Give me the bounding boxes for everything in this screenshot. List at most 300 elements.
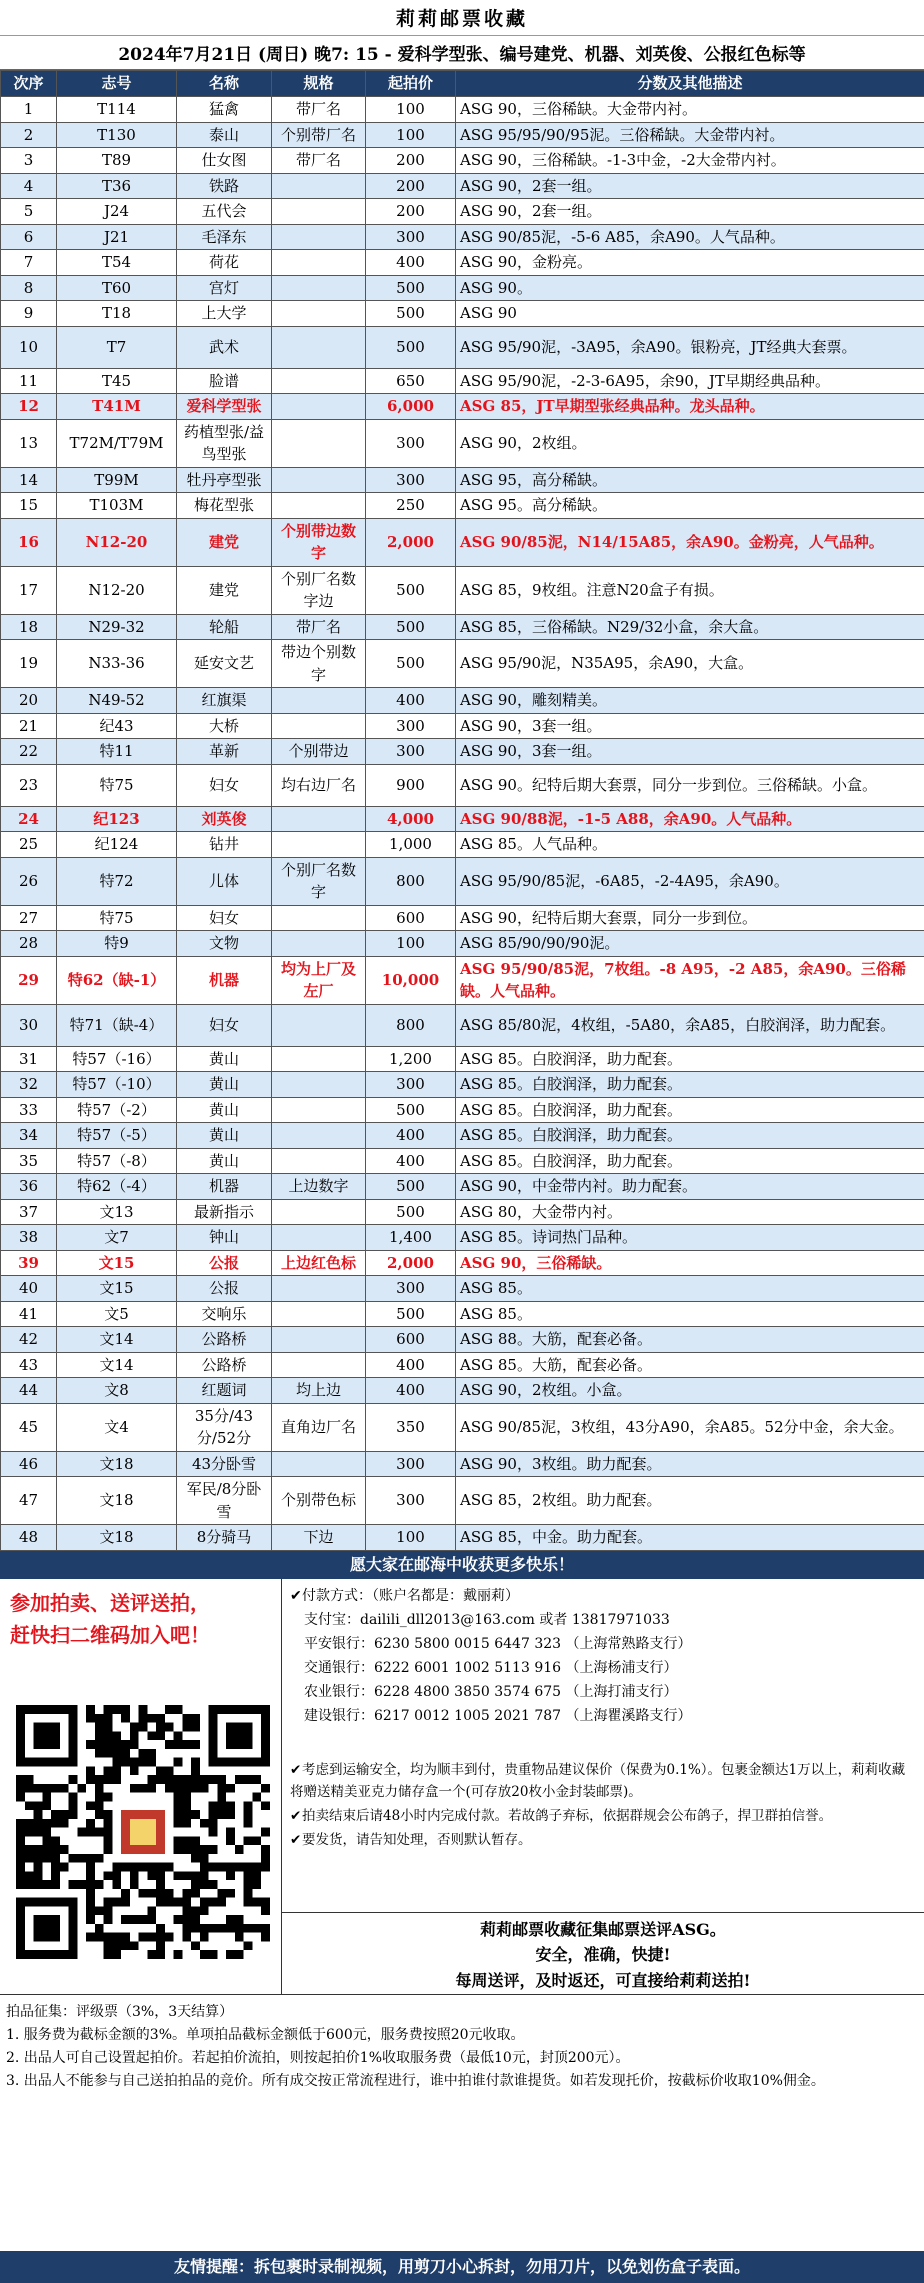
cell-spec: 上边红色标 <box>272 1250 366 1276</box>
cell-spec <box>272 1123 366 1149</box>
cell-index: 11 <box>1 368 57 394</box>
cell-index: 17 <box>1 566 57 614</box>
cell-spec: 均上边 <box>272 1378 366 1404</box>
cell-index: 18 <box>1 614 57 640</box>
cell-index: 30 <box>1 1004 57 1046</box>
cell-code: 纪123 <box>57 806 177 832</box>
cell-code: T130 <box>57 122 177 148</box>
cell-price: 200 <box>366 148 456 174</box>
cell-index: 37 <box>1 1199 57 1225</box>
table-row <box>1 224 924 250</box>
cell-spec <box>272 173 366 199</box>
cell-desc: ASG 85，9枚组。注意N20盒子有损。 <box>456 566 924 614</box>
cell-price: 500 <box>366 1301 456 1327</box>
info-section <box>0 1579 924 1995</box>
cell-desc: ASG 85，中金。助力配套。 <box>456 1525 924 1551</box>
cell-price: 300 <box>366 1451 456 1477</box>
cell-index: 31 <box>1 1046 57 1072</box>
cell-desc: ASG 85。 <box>456 1276 924 1302</box>
cell-index: 45 <box>1 1403 57 1451</box>
cell-name: 五代会 <box>177 199 272 225</box>
cell-spec: 带边个别数字 <box>272 640 366 688</box>
cell-name: 公路桥 <box>177 1327 272 1353</box>
cell-spec <box>272 1301 366 1327</box>
cell-price: 300 <box>366 739 456 765</box>
cell-spec <box>272 326 366 368</box>
cell-code: 文13 <box>57 1199 177 1225</box>
cell-name: 黄山 <box>177 1123 272 1149</box>
cell-desc: ASG 85。 <box>456 1301 924 1327</box>
cell-index: 21 <box>1 713 57 739</box>
cell-price: 4,000 <box>366 806 456 832</box>
cell-name: 建党 <box>177 566 272 614</box>
cell-spec: 个别带边 <box>272 739 366 765</box>
cell-name: 妇女 <box>177 905 272 931</box>
cell-index: 12 <box>1 394 57 420</box>
table-row <box>1 1123 924 1149</box>
cell-spec <box>272 467 366 493</box>
cell-price: 500 <box>366 275 456 301</box>
table-row <box>1 1301 924 1327</box>
cell-name: 交响乐 <box>177 1301 272 1327</box>
cell-spec <box>272 832 366 858</box>
table-row <box>1 1199 924 1225</box>
cell-index: 10 <box>1 326 57 368</box>
cell-name: 铁路 <box>177 173 272 199</box>
cell-code: T36 <box>57 173 177 199</box>
cell-desc: ASG 85。白胶润泽，助力配套。 <box>456 1097 924 1123</box>
cell-name: 公报 <box>177 1276 272 1302</box>
cell-desc: ASG 90/88泥，-1-5 A88，余A90。人气品种。 <box>456 806 924 832</box>
table-row <box>1 1004 924 1046</box>
table-row <box>1 1327 924 1353</box>
cell-index: 40 <box>1 1276 57 1302</box>
cell-code: N33-36 <box>57 640 177 688</box>
cell-name: 机器 <box>177 1174 272 1200</box>
cell-code: T18 <box>57 301 177 327</box>
cell-name: 机器 <box>177 956 272 1004</box>
cell-index: 16 <box>1 518 57 566</box>
cell-name: 大桥 <box>177 713 272 739</box>
col-header-spec: 规格 <box>272 71 366 97</box>
cell-code: 特57（-8） <box>57 1148 177 1174</box>
table-row <box>1 518 924 566</box>
cell-index: 41 <box>1 1301 57 1327</box>
col-header-index: 次序 <box>1 71 57 97</box>
payment-info <box>282 1579 924 1755</box>
cell-spec: 带厂名 <box>272 148 366 174</box>
cell-name: 35分/43分/52分 <box>177 1403 272 1451</box>
cell-spec <box>272 688 366 714</box>
cell-spec <box>272 1225 366 1251</box>
cell-index: 22 <box>1 739 57 765</box>
cell-price: 800 <box>366 1004 456 1046</box>
cell-price: 500 <box>366 614 456 640</box>
cell-index: 48 <box>1 1525 57 1551</box>
cell-price: 1,200 <box>366 1046 456 1072</box>
table-row <box>1 467 924 493</box>
cell-code: 文18 <box>57 1451 177 1477</box>
cell-price: 100 <box>366 1525 456 1551</box>
cell-code: 特9 <box>57 931 177 957</box>
cell-code: 特62（缺-1） <box>57 956 177 1004</box>
table-row <box>1 688 924 714</box>
cell-index: 5 <box>1 199 57 225</box>
cell-desc: ASG 85，JT早期型张经典品种。龙头品种。 <box>456 394 924 420</box>
table-header-row <box>1 71 924 97</box>
cell-index: 6 <box>1 224 57 250</box>
cell-code: T103M <box>57 493 177 519</box>
cell-code: 特75 <box>57 764 177 806</box>
cell-code: 特71（缺-4） <box>57 1004 177 1046</box>
cell-price: 400 <box>366 1378 456 1404</box>
cell-spec <box>272 1451 366 1477</box>
table-row <box>1 1403 924 1451</box>
cell-name: 妇女 <box>177 1004 272 1046</box>
cell-index: 20 <box>1 688 57 714</box>
cell-code: T7 <box>57 326 177 368</box>
cell-desc: ASG 95/90泥，N35A95，余A90，大盒。 <box>456 640 924 688</box>
col-header-desc: 分数及其他描述 <box>456 71 924 97</box>
cell-desc: ASG 90，3套一组。 <box>456 713 924 739</box>
table-row <box>1 614 924 640</box>
cell-name: 毛泽东 <box>177 224 272 250</box>
cell-index: 27 <box>1 905 57 931</box>
table-row <box>1 1352 924 1378</box>
cell-name: 钟山 <box>177 1225 272 1251</box>
cell-name: 黄山 <box>177 1072 272 1098</box>
cell-desc: ASG 90。 <box>456 275 924 301</box>
cell-desc: ASG 85。白胶润泽，助力配套。 <box>456 1046 924 1072</box>
cell-spec <box>272 1148 366 1174</box>
cell-name: 轮船 <box>177 614 272 640</box>
cell-code: 特57（-2） <box>57 1097 177 1123</box>
cell-code: 特57（-10） <box>57 1072 177 1098</box>
cell-code: 特62（-4） <box>57 1174 177 1200</box>
cell-index: 15 <box>1 493 57 519</box>
table-row <box>1 1072 924 1098</box>
check-icon: ✔ <box>290 1808 302 1825</box>
cell-desc: ASG 90，2枚组。 <box>456 419 924 467</box>
cell-index: 35 <box>1 1148 57 1174</box>
bank-account: 平安银行：6230 5800 0015 6447 323 （上海常熟路支行） <box>304 1635 692 1652</box>
cell-price: 600 <box>366 905 456 931</box>
table-row <box>1 1174 924 1200</box>
table-row <box>1 857 924 905</box>
cell-spec: 个别带边数字 <box>272 518 366 566</box>
cell-name: 最新指示 <box>177 1199 272 1225</box>
table-row <box>1 931 924 957</box>
cell-index: 19 <box>1 640 57 688</box>
cell-price: 500 <box>366 326 456 368</box>
cell-desc: ASG 80，大金带内衬。 <box>456 1199 924 1225</box>
cell-code: 文18 <box>57 1477 177 1525</box>
slogan-line-1: 莉莉邮票收藏征集邮票送评ASG。 <box>480 1919 726 1939</box>
cell-name: 军民/8分卧雪 <box>177 1477 272 1525</box>
cell-price: 200 <box>366 173 456 199</box>
table-row <box>1 1525 924 1551</box>
cell-desc: ASG 90，2套一组。 <box>456 173 924 199</box>
cell-index: 43 <box>1 1352 57 1378</box>
cell-name: 43分卧雪 <box>177 1451 272 1477</box>
cell-price: 2,000 <box>366 1250 456 1276</box>
cell-price: 300 <box>366 1477 456 1525</box>
cell-price: 500 <box>366 1097 456 1123</box>
rule-item: 1. 服务费为截标金额的3%。单项拍品截标金额低于600元，服务费按照20元收取。 <box>6 2026 525 2043</box>
cell-spec <box>272 199 366 225</box>
cell-spec <box>272 806 366 832</box>
cell-name: 革新 <box>177 739 272 765</box>
cell-name: 红旗渠 <box>177 688 272 714</box>
slogan <box>282 1913 924 1994</box>
cell-name: 建党 <box>177 518 272 566</box>
cell-code: 文14 <box>57 1352 177 1378</box>
cell-spec: 下边 <box>272 1525 366 1551</box>
cell-code: 特75 <box>57 905 177 931</box>
cell-desc: ASG 90/85泥，N14/15A85，余A90。金粉亮，人气品种。 <box>456 518 924 566</box>
table-row <box>1 173 924 199</box>
cell-price: 400 <box>366 250 456 276</box>
cell-index: 46 <box>1 1451 57 1477</box>
cell-price: 650 <box>366 368 456 394</box>
cell-desc: ASG 90，三俗稀缺。-1-3中金，-2大金带内衬。 <box>456 148 924 174</box>
cell-desc: ASG 85。人气品种。 <box>456 832 924 858</box>
cell-desc: ASG 90 <box>456 301 924 327</box>
qr-code[interactable] <box>16 1705 270 1959</box>
cell-code: N12-20 <box>57 518 177 566</box>
bank-account: 交通银行：6222 6001 1002 5113 916 （上海杨浦支行） <box>304 1659 678 1676</box>
cell-desc: ASG 95。高分稀缺。 <box>456 493 924 519</box>
cell-code: 文15 <box>57 1250 177 1276</box>
cell-desc: ASG 90/85泥，-5-6 A85，余A90。人气品种。 <box>456 224 924 250</box>
table-row <box>1 640 924 688</box>
table-row <box>1 1148 924 1174</box>
cell-price: 6,000 <box>366 394 456 420</box>
cell-spec <box>272 713 366 739</box>
cell-index: 2 <box>1 122 57 148</box>
cell-code: 文7 <box>57 1225 177 1251</box>
cell-index: 34 <box>1 1123 57 1149</box>
cell-code: 文8 <box>57 1378 177 1404</box>
cell-price: 250 <box>366 493 456 519</box>
cell-desc: ASG 85。大筋，配套必备。 <box>456 1352 924 1378</box>
cell-spec <box>272 1097 366 1123</box>
cell-desc: ASG 90，3套一组。 <box>456 739 924 765</box>
table-row <box>1 1046 924 1072</box>
cell-name: 脸谱 <box>177 368 272 394</box>
cell-price: 800 <box>366 857 456 905</box>
alipay-line: 支付宝：dailili_dll2013@163.com 或者 13817971033 <box>304 1611 670 1628</box>
rule-item: 2. 出品人可自己设置起拍价。若起拍价流拍，则按起拍价1%收取服务费（最低10元，封顶200元）。 <box>6 2049 630 2066</box>
cell-spec: 均右边厂名 <box>272 764 366 806</box>
cell-index: 3 <box>1 148 57 174</box>
cell-price: 100 <box>366 931 456 957</box>
cell-name: 公报 <box>177 1250 272 1276</box>
cell-code: N49-52 <box>57 688 177 714</box>
cell-desc: ASG 95，高分稀缺。 <box>456 467 924 493</box>
cell-spec <box>272 1199 366 1225</box>
cell-price: 400 <box>366 1123 456 1149</box>
cell-spec <box>272 419 366 467</box>
cell-index: 23 <box>1 764 57 806</box>
table-row <box>1 368 924 394</box>
lots-table <box>0 70 924 1551</box>
cell-price: 400 <box>366 1352 456 1378</box>
cell-desc: ASG 88。大筋，配套必备。 <box>456 1327 924 1353</box>
table-row <box>1 1378 924 1404</box>
cell-code: T89 <box>57 148 177 174</box>
table-row <box>1 97 924 123</box>
promo-line-1: 参加拍卖、送评送拍， <box>10 1590 210 1615</box>
cell-spec <box>272 931 366 957</box>
cell-code: J24 <box>57 199 177 225</box>
promo-panel <box>0 1579 282 1994</box>
cell-desc: ASG 95/95/90/95泥。三俗稀缺。大金带内衬。 <box>456 122 924 148</box>
note-shipping: 考虑到运输安全，均为顺丰到付，贵重物品建议保价（保费为0.1%）。包裹金额达1万以上，莉莉收藏将赠送精美亚克力储存盒一个(可存放20枚小金封装邮票)。 <box>290 1762 906 1801</box>
cell-desc: ASG 85。白胶润泽，助力配套。 <box>456 1072 924 1098</box>
cell-code: T60 <box>57 275 177 301</box>
cell-code: 文18 <box>57 1525 177 1551</box>
cell-spec <box>272 368 366 394</box>
table-row <box>1 250 924 276</box>
cell-name: 8分骑马 <box>177 1525 272 1551</box>
cell-code: T41M <box>57 394 177 420</box>
cell-name: 公路桥 <box>177 1352 272 1378</box>
table-row <box>1 1097 924 1123</box>
promo-line-2: 赶快扫二维码加入吧！ <box>10 1622 210 1647</box>
cell-spec <box>272 250 366 276</box>
payment-notes-panel <box>282 1579 924 1994</box>
cell-index: 44 <box>1 1378 57 1404</box>
cell-desc: ASG 90，2套一组。 <box>456 199 924 225</box>
slogan-line-3: 每周送评，及时返还，可直接给莉莉送拍! <box>455 1970 751 1990</box>
cell-spec: 均为上厂及左厂 <box>272 956 366 1004</box>
table-row <box>1 713 924 739</box>
table-row <box>1 199 924 225</box>
cell-index: 9 <box>1 301 57 327</box>
cell-price: 100 <box>366 97 456 123</box>
cell-code: T45 <box>57 368 177 394</box>
table-row <box>1 122 924 148</box>
cell-desc: ASG 90，中金带内衬。助力配套。 <box>456 1174 924 1200</box>
table-row <box>1 326 924 368</box>
cell-price: 300 <box>366 1276 456 1302</box>
cell-index: 13 <box>1 419 57 467</box>
cell-index: 38 <box>1 1225 57 1251</box>
cell-name: 黄山 <box>177 1148 272 1174</box>
table-row <box>1 148 924 174</box>
cell-index: 7 <box>1 250 57 276</box>
cell-index: 25 <box>1 832 57 858</box>
cell-spec: 个别厂名数字边 <box>272 566 366 614</box>
wish-band: 愿大家在邮海中收获更多快乐！ <box>0 1551 924 1579</box>
note-payment: 拍卖结束后请48小时内完成付款。若故鸽子弃标，依据群规会公布鸽子，捍卫群拍信誉。 <box>302 1808 833 1825</box>
cell-spec: 带厂名 <box>272 614 366 640</box>
cell-price: 300 <box>366 224 456 250</box>
cell-desc: ASG 85，三俗稀缺。N29/32小盒，余大盒。 <box>456 614 924 640</box>
cell-price: 500 <box>366 301 456 327</box>
note-delivery: 要发货，请告知处理，否则默认暂存。 <box>302 1831 532 1848</box>
cell-index: 1 <box>1 97 57 123</box>
cell-price: 400 <box>366 1148 456 1174</box>
cell-name: 泰山 <box>177 122 272 148</box>
cell-desc: ASG 90，雕刻精美。 <box>456 688 924 714</box>
cell-desc: ASG 90，2枚组。小盒。 <box>456 1378 924 1404</box>
cell-price: 900 <box>366 764 456 806</box>
cell-desc: ASG 90，3枚组。助力配套。 <box>456 1451 924 1477</box>
check-icon: ✔ <box>290 1831 302 1848</box>
cell-name: 延安文艺 <box>177 640 272 688</box>
table-row <box>1 806 924 832</box>
cell-desc: ASG 85。白胶润泽，助力配套。 <box>456 1148 924 1174</box>
cell-price: 500 <box>366 640 456 688</box>
table-row <box>1 832 924 858</box>
cell-price: 200 <box>366 199 456 225</box>
cell-price: 500 <box>366 1199 456 1225</box>
cell-index: 47 <box>1 1477 57 1525</box>
cell-spec <box>272 224 366 250</box>
col-header-name: 名称 <box>177 71 272 97</box>
cell-name: 荷花 <box>177 250 272 276</box>
bank-account: 建设银行：6217 0012 1005 2021 787 （上海瞿溪路支行） <box>304 1707 692 1724</box>
cell-name: 红题词 <box>177 1378 272 1404</box>
table-row <box>1 905 924 931</box>
cell-name: 牡丹亭型张 <box>177 467 272 493</box>
cell-code: 纪43 <box>57 713 177 739</box>
table-row <box>1 764 924 806</box>
col-header-price: 起拍价 <box>366 71 456 97</box>
footer-reminder: 友情提醒：拆包裹时录制视频，用剪刀小心拆封，勿用刀片，以免划伤盒子表面。 <box>0 2251 924 2283</box>
notes <box>282 1754 924 1912</box>
cell-name: 上大学 <box>177 301 272 327</box>
cell-code: 特72 <box>57 857 177 905</box>
cell-code: 文5 <box>57 1301 177 1327</box>
cell-desc: ASG 85/90/90/90泥。 <box>456 931 924 957</box>
slogan-line-2: 安全，准确，快捷! <box>535 1945 671 1965</box>
cell-spec <box>272 1046 366 1072</box>
cell-price: 500 <box>366 566 456 614</box>
cell-code: T114 <box>57 97 177 123</box>
page-title: 莉莉邮票收藏 <box>0 0 924 36</box>
table-row <box>1 1477 924 1525</box>
cell-index: 36 <box>1 1174 57 1200</box>
cell-desc: ASG 90，三俗稀缺。大金带内衬。 <box>456 97 924 123</box>
cell-name: 宫灯 <box>177 275 272 301</box>
cell-code: 文15 <box>57 1276 177 1302</box>
cell-index: 24 <box>1 806 57 832</box>
bank-account: 农业银行：6228 4800 3850 3574 675 （上海打浦支行） <box>304 1683 678 1700</box>
check-icon: ✔ <box>290 1762 302 1779</box>
cell-name: 黄山 <box>177 1097 272 1123</box>
cell-spec <box>272 1352 366 1378</box>
table-row <box>1 1250 924 1276</box>
cell-price: 400 <box>366 688 456 714</box>
table-row <box>1 394 924 420</box>
cell-price: 100 <box>366 122 456 148</box>
check-icon: ✔ <box>290 1587 302 1604</box>
cell-spec: 直角边厂名 <box>272 1403 366 1451</box>
cell-desc: ASG 95/90泥，-2-3-6A95，余90，JT早期经典品种。 <box>456 368 924 394</box>
cell-name: 药植型张/益鸟型张 <box>177 419 272 467</box>
cell-spec: 个别带色标 <box>272 1477 366 1525</box>
table-row <box>1 275 924 301</box>
cell-name: 爱科学型张 <box>177 394 272 420</box>
cell-code: N29-32 <box>57 614 177 640</box>
cell-desc: ASG 85/80泥，4枚组，-5A80，余A85，白胶润泽，助力配套。 <box>456 1004 924 1046</box>
table-row <box>1 956 924 1004</box>
cell-price: 2,000 <box>366 518 456 566</box>
cell-name: 仕女图 <box>177 148 272 174</box>
